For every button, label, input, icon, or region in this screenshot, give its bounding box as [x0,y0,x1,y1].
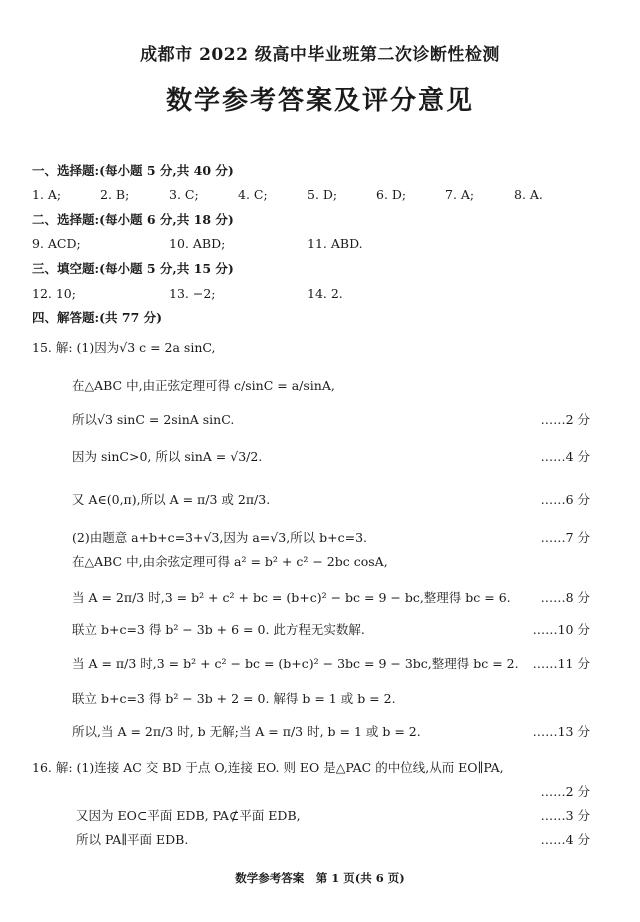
section3-heading: 三、填空题:(每小题 5 分,共 15 分) [32,261,234,276]
q16-line-1: 16. 解: (1)连接 AC 交 BD 于点 O,连接 EO. 则 EO 是△PAC 的中位线,从而 EO∥PA, [32,760,504,775]
q16-score-1: ……2 分 [540,784,590,799]
q15-line-3: 所以√3 sinC = 2sinA sinC. [72,412,235,427]
q15-line-9: 联立 b+c=3 得 b² − 3b + 6 = 0. 此方程无实数解. [72,622,365,637]
answer-1: 1. A; [32,187,62,202]
q15-score-5: ……8 分 [540,590,590,605]
q16-score-3: ……4 分 [540,832,590,847]
section1-heading: 一、选择题:(每小题 5 分,共 40 分) [32,163,234,178]
q15-line-1: 15. 解: (1)因为√3 c = 2a sinC, [32,340,216,355]
q15-line-4: 因为 sinC>0, 所以 sinA = √3/2. [72,449,263,464]
answer-3: 3. C; [169,187,199,202]
q15-score-6: ……10 分 [532,622,590,637]
answer-7: 7. A; [445,187,475,202]
answer-6: 6. D; [376,187,407,202]
answer-5: 5. D; [307,187,338,202]
q15-score-1: ……2 分 [540,412,590,427]
q15-score-4: ……7 分 [540,530,590,545]
q16-line-3: 所以 PA∥平面 EDB. [76,832,189,847]
answer-12: 12. 10; [32,286,76,301]
answer-2: 2. B; [100,187,130,202]
q15-score-8: ……13 分 [532,724,590,739]
answer-14: 14. 2. [307,286,343,301]
document-subtitle: 数学参考答案及评分意见 [165,86,474,116]
q15-score-2: ……4 分 [540,449,590,464]
exam-title: 成都市 2022 级高中毕业班第二次诊断性检测 [140,45,500,65]
q16-score-2: ……3 分 [540,808,590,823]
section2-heading: 二、选择题:(每小题 6 分,共 18 分) [32,212,234,227]
q15-line-2: 在△ABC 中,由正弦定理可得 c/sinC = a/sinA, [72,378,335,393]
q15-line-11: 联立 b+c=3 得 b² − 3b + 2 = 0. 解得 b = 1 或 b = 2. [72,691,396,706]
q15-line-7: 在△ABC 中,由余弦定理可得 a² = b² + c² − 2bc cosA, [72,554,388,569]
q15-line-12: 所以,当 A = 2π/3 时, b 无解;当 A = π/3 时, b = 1 或 b = 2. [72,724,421,739]
answer-11: 11. ABD. [307,236,363,251]
answer-13: 13. −2; [169,286,216,301]
answer-10: 10. ABD; [169,236,226,251]
q15-line-8: 当 A = 2π/3 时,3 = b² + c² + bc = (b+c)² − bc = 9 − bc,整理得 bc = 6. [72,590,511,605]
q15-line-5: 又 A∈(0,π),所以 A = π/3 或 2π/3. [72,492,271,507]
answer-9: 9. ACD; [32,236,81,251]
q15-score-7: ……11 分 [532,656,590,671]
q15-line-10: 当 A = π/3 时,3 = b² + c² − bc = (b+c)² − 3bc = 9 − 3bc,整理得 bc = 2. [72,656,519,671]
q16-line-2: 又因为 EO⊂平面 EDB, PA⊄平面 EDB, [76,808,301,823]
section4-heading: 四、解答题:(共 77 分) [32,310,163,325]
answer-4: 4. C; [238,187,268,202]
q15-line-6: (2)由题意 a+b+c=3+√3,因为 a=√3,所以 b+c=3. [72,530,368,545]
answer-8: 8. A. [514,187,543,202]
q15-score-3: ……6 分 [540,492,590,507]
page-footer: 数学参考答案 第 1 页(共 6 页) [235,871,405,885]
